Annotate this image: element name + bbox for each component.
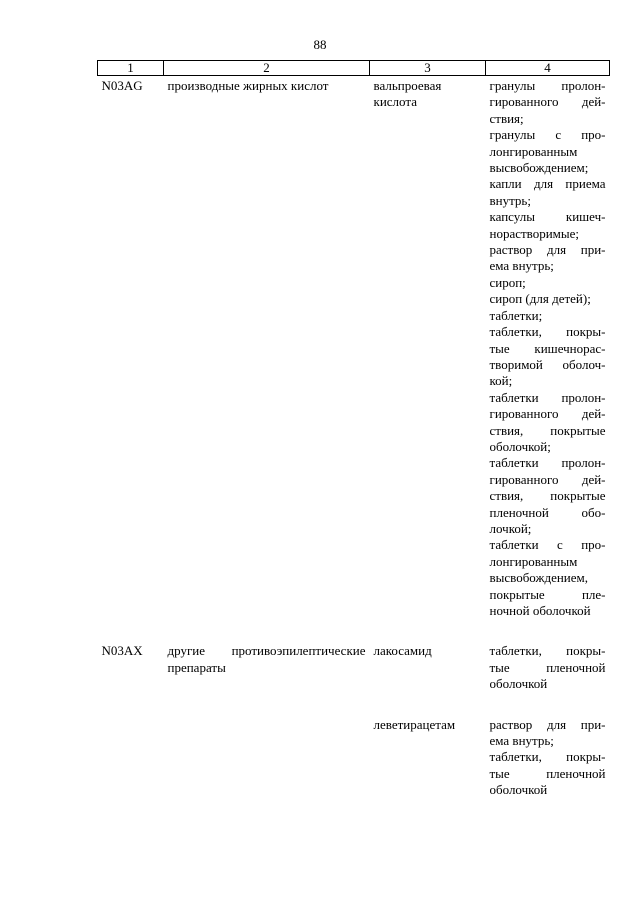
dosage-form-line: ствия;: [489, 110, 524, 126]
dosage-form-line: пленочной обо-: [489, 504, 606, 520]
row-spacer: [98, 693, 610, 715]
dosage-form-line: таблетки, покры-: [489, 749, 606, 765]
dosage-form-line: таблетки, покры-: [489, 643, 606, 659]
dosage-form-line: высвобождением,: [489, 570, 589, 586]
dosage-form-line: ема внутрь;: [489, 258, 554, 274]
dosage-form-line: гранулы с про-: [489, 127, 606, 143]
page-number: 88: [313, 37, 327, 52]
dosage-form-line: таблетки пролон-: [489, 455, 606, 471]
dosage-form-line: гранулы пролон-: [489, 78, 606, 93]
dosage-form-line: лонгированным: [489, 553, 578, 569]
dosage-form-line: норастворимые;: [489, 225, 580, 241]
dosage-form-line: гированного дей-: [489, 406, 606, 422]
drug-table: [97, 60, 610, 799]
dosage-form-line: тые пленочной: [489, 765, 606, 781]
table-row: [98, 715, 610, 799]
dosage-form-line: ствия, покрытые: [489, 422, 606, 438]
dosage-form-line: ночной оболочкой: [489, 603, 591, 618]
table-row: [98, 641, 610, 692]
table-row: [98, 76, 610, 620]
column-number-header-row: [98, 61, 610, 76]
dosage-form-line: капсулы кишеч-: [489, 209, 606, 225]
dosage-forms-cell: [486, 76, 610, 620]
dosage-form-line: творимой оболоч-: [489, 356, 606, 372]
dosage-forms-cell: [486, 715, 610, 799]
pharmacological-group-cell: производные жирных кислот: [167, 78, 329, 93]
dosage-form-line: капли для приема: [489, 176, 606, 192]
dosage-form-line: сироп;: [489, 274, 526, 290]
dosage-form-line: гированного дей-: [489, 471, 606, 487]
dosage-form-line: оболочкой: [489, 676, 548, 692]
dosage-form-line: высвобождением;: [489, 160, 589, 176]
dosage-form-line: тые кишечнорас-: [489, 340, 606, 356]
column-header-3: 3: [370, 61, 486, 76]
dosage-form-line: таблетки, покры-: [489, 324, 606, 340]
pharmacological-group-cell: другие противоэпилептические препараты: [167, 643, 366, 675]
column-header-1: 1: [98, 61, 164, 76]
dosage-form-line: ема внутрь;: [489, 733, 554, 749]
dosage-form-line: внутрь;: [489, 192, 531, 208]
dosage-form-line: таблетки;: [489, 307, 543, 323]
active-substance-cell: вальпроевая кислота: [373, 78, 442, 110]
active-substance-cell: леветирацетам: [373, 716, 456, 732]
dosage-form-line: сироп (для детей);: [489, 291, 591, 307]
column-header-4: 4: [486, 61, 610, 76]
dosage-forms-cell: [486, 641, 610, 692]
dosage-form-line: раствор для при-: [489, 716, 606, 732]
dosage-form-line: таблетки с про-: [489, 537, 606, 553]
dosage-form-line: покрытые пле-: [489, 586, 606, 602]
row-spacer: [98, 619, 610, 641]
active-substance-cell: лакосамид: [373, 643, 432, 659]
dosage-form-line: оболочкой;: [489, 438, 551, 454]
dosage-form-line: оболочкой: [489, 782, 548, 798]
dosage-form-line: кой;: [489, 373, 513, 389]
dosage-form-line: лонгированным: [489, 143, 578, 159]
atc-code-cell: N03AX: [101, 643, 143, 659]
dosage-form-line: ствия, покрытые: [489, 488, 606, 504]
column-header-2: 2: [164, 61, 370, 76]
dosage-form-line: раствор для при-: [489, 242, 606, 258]
dosage-form-line: таблетки пролон-: [489, 389, 606, 405]
pharmacological-group-cell: [164, 715, 370, 799]
dosage-form-line: гированного дей-: [489, 94, 606, 110]
atc-code-cell: N03AG: [101, 78, 143, 93]
atc-code-cell: [98, 715, 164, 799]
dosage-form-line: тые пленочной: [489, 659, 606, 675]
dosage-form-line: лочкой;: [489, 520, 532, 536]
